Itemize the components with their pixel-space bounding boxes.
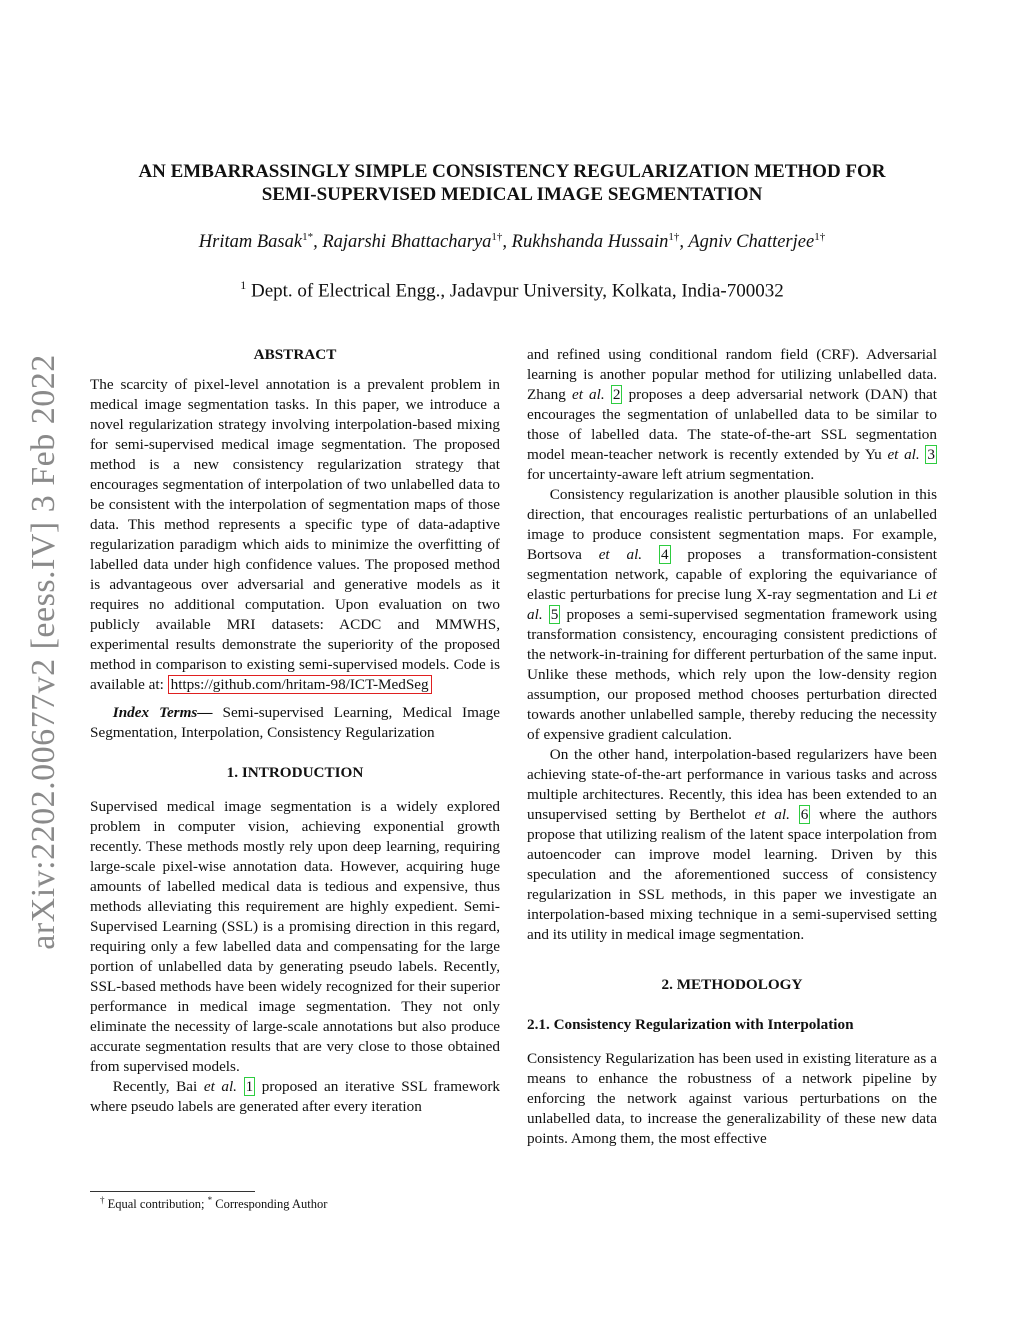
subsection-heading: 2.1. Consistency Regularization with Interpolation (527, 1016, 854, 1033)
right-column (527, 345, 937, 1149)
footnote-divider (90, 1191, 255, 1192)
citation-link-2[interactable]: 2 (612, 386, 621, 403)
author-mark: 1* (302, 231, 314, 243)
author-separator: , (679, 232, 689, 253)
text-run: proposed an iterative SSL framework where pseudo labels are generated after every iteration (90, 1078, 501, 1115)
introduction-heading: 1. INTRODUCTION (226, 764, 364, 781)
citation-link-1[interactable]: 1 (245, 1078, 254, 1095)
text-run: for uncertainty-aware left atrium segmentation. (527, 466, 815, 483)
et-al: et al. (527, 586, 937, 623)
code-url-link[interactable]: https://github.com/hritam-98/ICT-MedSeg (168, 675, 432, 694)
index-terms-label: Index Terms— (112, 704, 213, 721)
right-paragraph-1 (527, 345, 937, 485)
abstract-heading: ABSTRACT (253, 346, 337, 363)
title-line-2: SEMI-SUPERVISED MEDICAL IMAGE SEGMENTATION (261, 184, 763, 205)
dagger-mark: † (100, 1195, 105, 1205)
author-name: Rukhshanda Hussain (511, 232, 669, 253)
citation-link-4[interactable]: 4 (660, 546, 669, 563)
index-terms (90, 703, 500, 743)
author-list (80, 231, 944, 253)
author-mark: 1† (491, 231, 503, 243)
author-separator: , (313, 232, 323, 253)
abstract-text (90, 375, 500, 695)
intro-paragraph-1: Supervised medical image segmentation is a widely explored problem in computer vision, achieving exponential growth recently. These methods mostly rely upon deep learning, requiring large-scale pixel-wise annotation data. However, acquiring huge amounts of labelled medical data is tedious and expensive, thus methods alleviating this requirement are highly expedient. Semi-Supervised Learning (SSL) is a promising direction in this regard, requiring only a few labelled data and compensating for the large portion of unlabelled data by generating pseudo labels. Recently, SSL-based methods have been widely recognized for their superior performance in medical image segmentation. They not only eliminate the necessity of large-scale annotations but also produce accurate segmentation results that are very close to those obtained from supervised models. (90, 798, 500, 1075)
footnote-text-1: Equal contribution; (104, 1197, 208, 1212)
left-column (90, 345, 500, 1117)
author-separator: , (502, 232, 512, 253)
text-run: and refined using conditional random field (CRF). Adversarial learning is another popular method for utilizing unlabelled data. Zhang (527, 346, 937, 403)
et-al: et al. (203, 1078, 237, 1095)
citation-link-6[interactable]: 6 (800, 806, 809, 823)
et-al: et al. (598, 546, 643, 563)
index-terms-text: Semi-supervised Learning, Medical Image Segmentation, Interpolation, Consistency Regularization (90, 704, 500, 741)
footnote (100, 1195, 327, 1212)
star-mark: * (207, 1195, 213, 1205)
author-mark: 1† (814, 231, 826, 243)
arxiv-identifier: arXiv:2202.00677v2 [eess.IV] 3 Feb 2022 (25, 354, 62, 950)
author-name: Rajarshi Bhattacharya (322, 232, 492, 253)
methodology-paragraph-1: Consistency Regularization has been used in existing literature as a means to enhance the robustness of a network pipeline by enforcing the network against various perturbations on the unlabelled data, to increase the generalizability of these new data points. Among them, the most effective (527, 1050, 937, 1147)
text-run: Consistency regularization is another plausible solution in this direction, that encourages realistic perturbations of an unlabelled image to produce consistent segmentation maps. For example, Bortsova (527, 486, 937, 563)
et-al: et al. (571, 386, 605, 403)
author-mark: 1† (668, 231, 680, 243)
text-run: On the other hand, interpolation-based regularizers have been achieving state-of-the-art performance in various tasks and across multiple architectures. Recently, this idea has been extended to an unsupervised setting by Berthelot (527, 746, 937, 823)
author-name: Agniv Chatterjee (688, 232, 815, 253)
text-run: where the authors propose that utilizing realism of the latent space interpolation from autoencoder can improve model learning. Driven by this speculation and the aforementioned success of consistency regularization in SSL methods, in this paper we investigate an interpolation-based mixing technique in a semi-supervised setting and its utility in medical image segmentation. (527, 806, 938, 943)
text-run: proposes a transformation-consistent segmentation network, capable of exploring the equivariance of elastic perturbations for precise lung X-ray segmentation and Li (527, 546, 938, 603)
text-run: Recently, Bai (112, 1078, 204, 1095)
right-paragraph-3 (527, 745, 937, 945)
author-name: Hritam Basak (198, 232, 303, 253)
affiliation-mark: 1 (240, 278, 247, 292)
title-line-1: AN EMBARRASSINGLY SIMPLE CONSISTENCY REGULARIZATION METHOD FOR (138, 161, 886, 182)
intro-paragraph-2 (90, 1077, 500, 1117)
footnote-text-2: Corresponding Author (212, 1197, 328, 1212)
paper-title (100, 160, 924, 206)
citation-link-5[interactable]: 5 (550, 606, 559, 623)
et-al: et al. (754, 806, 790, 823)
right-paragraph-2 (527, 485, 937, 745)
methodology-heading: 2. METHODOLOGY (661, 976, 803, 993)
affiliation-text: Dept. of Electrical Engg., Jadavpur University, Kolkata, India-700032 (246, 280, 784, 302)
text-run: proposes a deep adversarial network (DAN) that encourages the segmentation of unlabelled data to be similar to those of labelled data. The state-of-the-art SSL segmentation model mean-teacher network is recently extended by Yu (527, 386, 937, 463)
citation-link-3[interactable]: 3 (927, 446, 936, 463)
et-al: et al. (887, 446, 920, 463)
affiliation (80, 278, 944, 302)
text-run: proposes a semi-supervised segmentation framework using transformation consistency, encouraging consistent predictions of the network-in-training for different perturbation of the same input. Unlike these methods, which rely upon the low-density region assumption, our proposed method chooses perturbation directed towards another unlabelled sample, thereby reducing the necessity of expensive gradient calculation. (527, 606, 937, 743)
abstract-body: The scarcity of pixel-level annotation is a prevalent problem in medical image segmentation tasks. In this paper, we introduce a novel regularization strategy involving interpolation-based mixing for semi-supervised medical image segmentation. The proposed method is a new consistency regularization strategy that encourages segmentation of interpolation of two unlabelled data to be consistent with the interpolation of segmentation maps of those data. This method represents a specific type of data-adaptive regularization paradigm which aids to minimize the overfitting of labelled data under high confidence values. The proposed method is advantageous over adversarial and generative models as it requires no additional computation. Upon evaluation on two publicly available MRI datasets: ACDC and MMWHS, experimental results demonstrate the superiority of the proposed method in comparison to existing semi-supervised models. Code is available at: (90, 376, 500, 693)
